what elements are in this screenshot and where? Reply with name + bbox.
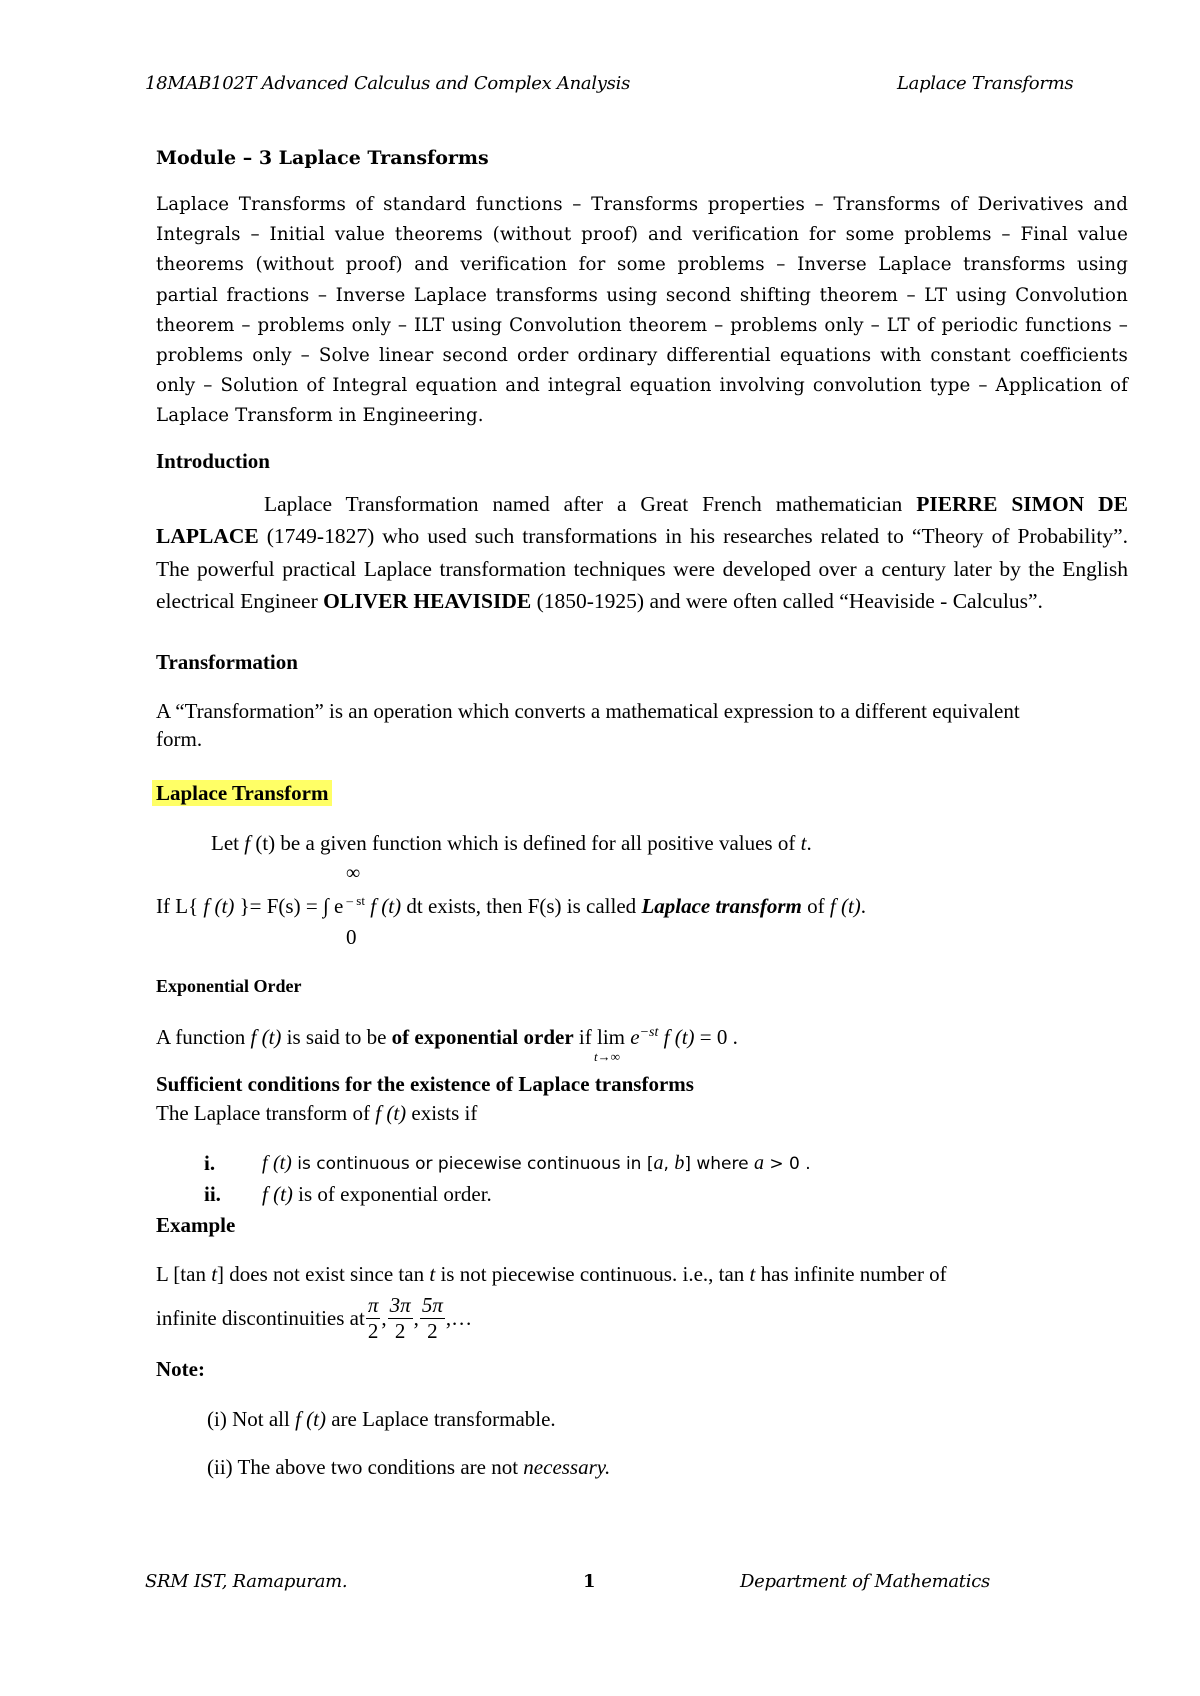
example-line-1: L [tan t] does not exist since tan t is not piecewise continuous. i.e., tan t has infinite number of [156, 1262, 947, 1286]
note-heading: Note: [156, 1357, 205, 1381]
laplace-definition: If L{ f (t) }= F(s) = ∫ e $^{- st}$ f (t) dt exists, then F(s) is called Laplace transform of f (t). [156, 893, 867, 918]
condition-item: f (t) is of exponential order. [262, 1182, 492, 1206]
syllabus-paragraph: Laplace Transforms of standard functions – Transforms properties – Transforms of Derivatives and Integrals – Initial value theorems (without proof) and verification for some problems – Final value theorems (without proof) and verification for some problems – Inverse Laplace transforms using partial fractions – Inverse Laplace transforms using second shifting theorem – LT using Convolution theorem – problems only – ILT using Convolution theorem – problems only – LT of periodic functions – problems only – Solve linear second order ordinary differential equations with constant coefficients only – Solution of Integral equation and integral equation involving convolution type – Application of Laplace Transform in Engineering. [156, 194, 1128, 427]
integral-lower-limit: 0 [346, 925, 357, 949]
introduction-paragraph: Laplace Transformation named after a Great French mathematician PIERRE SIMON DE LAPLACE (1749-1827) who used such transformations in his researches related to “Theory of Probability”. The powerful practical Laplace transformation techniques were developed over a century later by the English electrical Engineer OLIVER HEAVISIDE (1850-1925) and were often called “Heaviside - Calculus”. [156, 492, 1128, 613]
exponential-order-heading: Exponential Order [156, 976, 302, 996]
page-number: 1 [583, 1571, 596, 1592]
header-course: 18MAB102T Advanced Calculus and Complex Analysis [145, 73, 631, 94]
footer-institution: SRM IST, Ramapuram. [145, 1571, 348, 1592]
transformation-text: A “Transformation” is an operation which converts a mathematical expression to a different equivalent form. [156, 699, 1020, 751]
name-heaviside: OLIVER HEAVISIDE [323, 588, 532, 613]
example-line-2: infinite discontinuities at $\frac{\pi}{2}$ , $\frac{3\pi}{2}$ , $\frac{5\pi}{2}$ ,… [156, 1292, 473, 1343]
sufficient-intro: The Laplace transform of f (t) exists if [156, 1101, 478, 1125]
integral-sign: ∫ [322, 894, 329, 918]
laplace-let-line: Let f (t) be a given function which is defined for all positive values of t. [211, 831, 812, 855]
condition-item: f (t) is continuous or piecewise continuous in [a, b] where a > 0 . [262, 1152, 811, 1174]
footer-department: Department of Mathematics [740, 1571, 990, 1592]
lim-subscript: t→∞ [593, 1049, 620, 1064]
highlighted-heading: Laplace Transform [152, 780, 332, 806]
integral-upper-limit: ∞ [346, 862, 361, 884]
note-item-2: (ii) The above two conditions are not necessary. [207, 1455, 611, 1479]
name-laplace: PIERRE SIMON DE LAPLACE [156, 492, 1128, 549]
fraction: $\frac{5\pi}{2}$ [421, 1292, 443, 1343]
condition-number: ii. [204, 1182, 221, 1206]
laplace-heading [156, 781, 332, 806]
introduction-heading: Introduction [156, 449, 270, 473]
sufficient-heading: Sufficient conditions for the existence of Laplace transforms [156, 1072, 694, 1096]
note-item-1: (i) Not all f (t) are Laplace transformable. [207, 1407, 556, 1431]
exponential-order-def: A function f (t) is said to be of exponential order if lim t→∞ $e^{-st}$ f (t) = 0 . [156, 1025, 738, 1064]
module-title: Module – 3 Laplace Transforms [156, 147, 489, 169]
condition-number: i. [204, 1151, 216, 1175]
fraction: $\frac{\pi}{2}$ [367, 1292, 379, 1343]
transformation-heading: Transformation [156, 650, 298, 674]
header-chapter: Laplace Transforms [897, 73, 1074, 94]
example-heading: Example [156, 1213, 236, 1237]
lim-operator: lim [596, 1025, 625, 1049]
fraction: $\frac{3\pi}{2}$ [389, 1292, 411, 1343]
laplace-transform-term: Laplace transform [641, 894, 802, 918]
